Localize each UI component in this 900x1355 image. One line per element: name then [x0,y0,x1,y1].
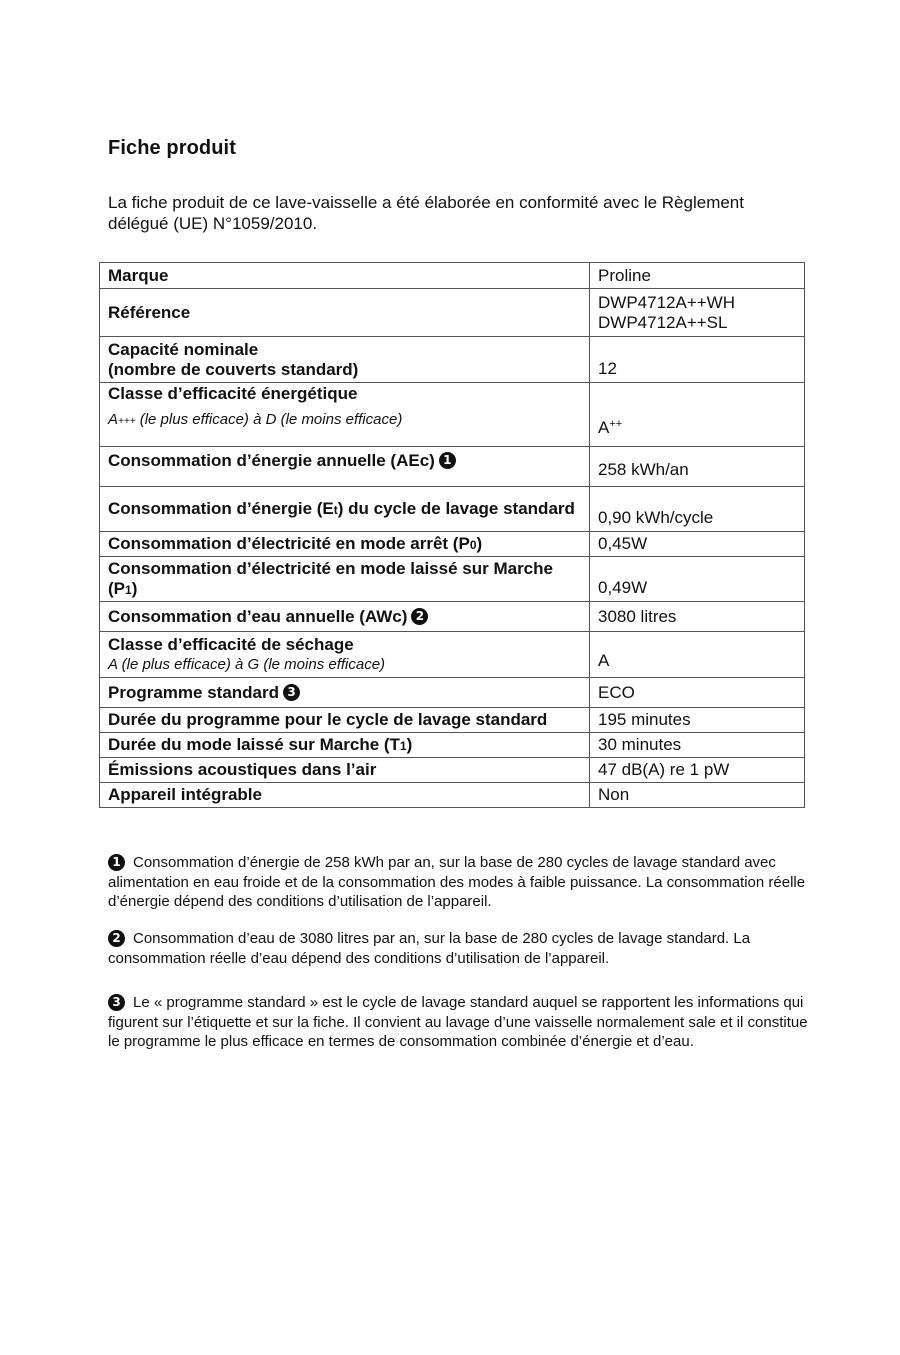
table-row [100,557,805,602]
row-label-programme [100,678,590,708]
note-3-marker-icon: 3 [108,994,125,1011]
classe-energie-scale [108,410,581,432]
row-label-conso-cycle [100,487,590,532]
table-row [100,289,805,337]
capacite-label-2: (nombre de couverts standard) [108,359,359,379]
conso-annuelle-label: Consommation d’énergie annuelle (AEc) [108,451,435,470]
duree-laisse-label-a: Durée du mode laissé sur Marche (T [108,734,400,754]
table-row [100,783,805,808]
conso-laisse-label-a: Consommation d’électricité en mode laissé sur Marche (P [108,558,553,598]
table-row [100,532,805,557]
row-label-duree-programme: Durée du programme pour le cycle de lavage standard [100,708,590,733]
row-value-conso-arret: 0,45W [590,532,805,557]
table-row [100,733,805,758]
conso-laisse-label-b: ) [131,578,138,598]
row-value-conso-laisse: 0,49W [590,557,805,602]
classe-energie-label: Classe d’efficacité énergétique [108,384,358,403]
duree-laisse-label-b: ) [406,734,413,754]
row-value-marque: Proline [590,263,805,289]
table-row [100,447,805,487]
product-spec-table [99,262,805,808]
row-label-conso-annuelle [100,447,590,487]
table-row [100,758,805,783]
row-label-conso-arret [100,532,590,557]
scale-letter: A [108,411,119,428]
footnote-1 [108,853,808,912]
row-label-emissions: Émissions acoustiques dans l’air [100,758,590,783]
row-value-conso-eau: 3080 litres [590,602,805,632]
duree-laisse-index: 1 [399,738,407,753]
table-row [100,337,805,383]
row-value-duree-laisse: 30 minutes [590,733,805,758]
conso-cycle-label-a: Consommation d’énergie (E [108,498,334,518]
footnote-3 [108,993,808,1052]
row-label-integrable: Appareil intégrable [100,783,590,808]
table-row [100,487,805,532]
classe-sechage-label: Classe d’efficacité de séchage [108,634,354,654]
row-value-duree-programme: 195 minutes [590,708,805,733]
conso-arret-index: 0 [469,537,477,552]
capacite-label-1: Capacité nominale [108,339,259,359]
conso-cycle-index: t [333,502,338,517]
reference-value-2: DWP4712A++SL [598,312,728,332]
row-label-conso-laisse [100,557,590,602]
row-value-emissions: 47 dB(A) re 1 pW [590,758,805,783]
table-row [100,263,805,289]
row-label-classe-sechage [100,632,590,678]
conso-arret-label-b: ) [476,533,483,553]
row-value-conso-cycle: 0,90 kWh/cycle [590,487,805,532]
footnote-3-text: Le « programme standard » est le cycle de lavage standard auquel se rapportent les informations qui figurent sur l’étiquette et sur la fiche. Il convient au lavage d’une vaisselle normalement sale et il constitue le programme le plus efficace en termes de consommation combinée d’énergie et d’eau. [108,994,808,1050]
row-label-conso-eau [100,602,590,632]
note-2-marker-icon: 2 [108,930,125,947]
row-value-capacite: 12 [590,337,805,383]
row-label-classe-energie [100,383,590,447]
conso-arret-label-a: Consommation d’électricité en mode arrêt (P [108,533,470,553]
energy-class-letter: A [598,418,610,437]
footnote-2-text: Consommation d’eau de 3080 litres par an, sur la base de 280 cycles de lavage standard. La consommation réelle d’eau dépend des conditions d’utilisation de l’appareil. [108,930,751,967]
conso-cycle-label-b: ) du cycle de lavage standard [337,498,575,518]
row-value-programme: ECO [590,678,805,708]
conso-laisse-index: 1 [125,582,132,597]
conso-eau-label: Consommation d’eau annuelle (AWc) [108,606,408,626]
table-row [100,708,805,733]
note-3-marker-icon: 3 [283,684,300,701]
row-value-classe-energie [590,383,805,447]
scale-text: (le plus efficace) à D (le moins efficace) [135,411,403,428]
page-title: Fiche produit [108,137,236,159]
footnote-1-text: Consommation d’énergie de 258 kWh par an, sur la base de 280 cycles de lavage standard avec alimentation en eau froide et de la consommation des modes à faible puissance. La consommation réelle d’énergie dépend des conditions d’utilisation de l’appareil. [108,854,806,910]
programme-label: Programme standard [108,682,279,702]
row-label-capacite [100,337,590,383]
note-2-marker-icon: 2 [411,608,428,625]
row-value-classe-sechage: A [590,632,805,678]
table-row [100,383,805,447]
footnote-2 [108,929,808,968]
intro-paragraph: La fiche produit de ce lave-vaisselle a été élaborée en conformité avec le Règlement délégué (UE) N°1059/2010. [108,193,744,233]
row-value-conso-annuelle: 258 kWh/an [590,447,805,487]
energy-class-plus: ++ [609,418,623,430]
table-row [100,632,805,678]
row-label-marque: Marque [100,263,590,289]
classe-sechage-scale: A (le plus efficace) à G (le moins efficace) [108,655,386,673]
row-value-integrable: Non [590,783,805,808]
table-row [100,602,805,632]
table-row [100,678,805,708]
row-label-duree-laisse [100,733,590,758]
reference-value-1: DWP4712A++WH [598,292,735,312]
scale-plus: +++ [118,416,136,427]
row-value-reference [590,289,805,337]
note-1-marker-icon: 1 [108,854,125,871]
row-label-reference: Référence [100,289,590,337]
note-1-marker-icon: 1 [439,452,456,469]
